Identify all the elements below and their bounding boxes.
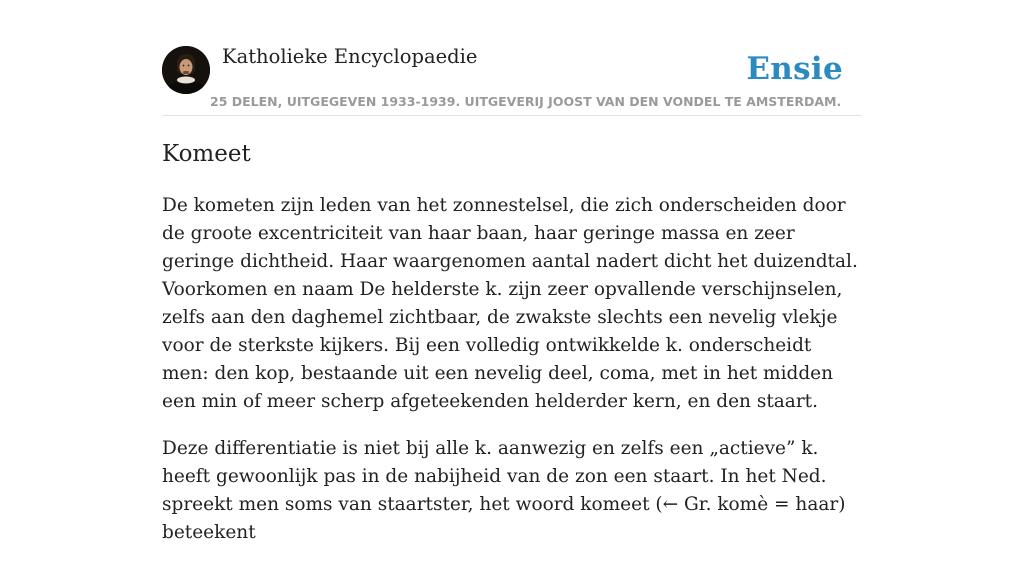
entry-title: Komeet [162,141,251,167]
site-title[interactable]: Katholieke Encyclopaedie [222,45,478,68]
brand-logo[interactable]: Ensie [746,51,843,87]
entry-paragraph: De kometen zijn leden van het zonnestelsel, die zich onderscheiden door de groote excentriciteit van haar baan, haar geringe massa en zeer geringe dichtheid. Haar waargenomen aantal nadert dicht het duizendtal. Voorkomen en naam De helderste k. zijn zeer opvallende verschijnselen, zelfs aan den daghemel zichtbaar, de zwakste slechts een nevelig vlekje voor de sterkste kijkers. Bij een volledig ontwikkelde k. onderscheidt men: den kop, bestaande uit een nevelig deel, coma, met in het midden een min of meer scherp afgeteekenden helderder kern, en den staart. [162,195,858,412]
portrait-avatar-icon[interactable] [162,46,210,94]
site-subtitle: 25 DELEN, UITGEGEVEN 1933-1939. UITGEVERIJ JOOST VAN DEN VONDEL TE AMSTERDAM. [210,94,842,109]
header-divider [162,115,862,116]
entry-content [162,192,862,566]
entry-paragraph: Deze differentiatie is niet bij alle k. aanwezig en zelfs een „actieve” k. heeft gewoonlijk pas in de nabijheid van de zon een staart. In het Ned. spreekt men soms van staartster, het woord komeet (← Gr. komè = haar) beteekent [162,438,846,543]
